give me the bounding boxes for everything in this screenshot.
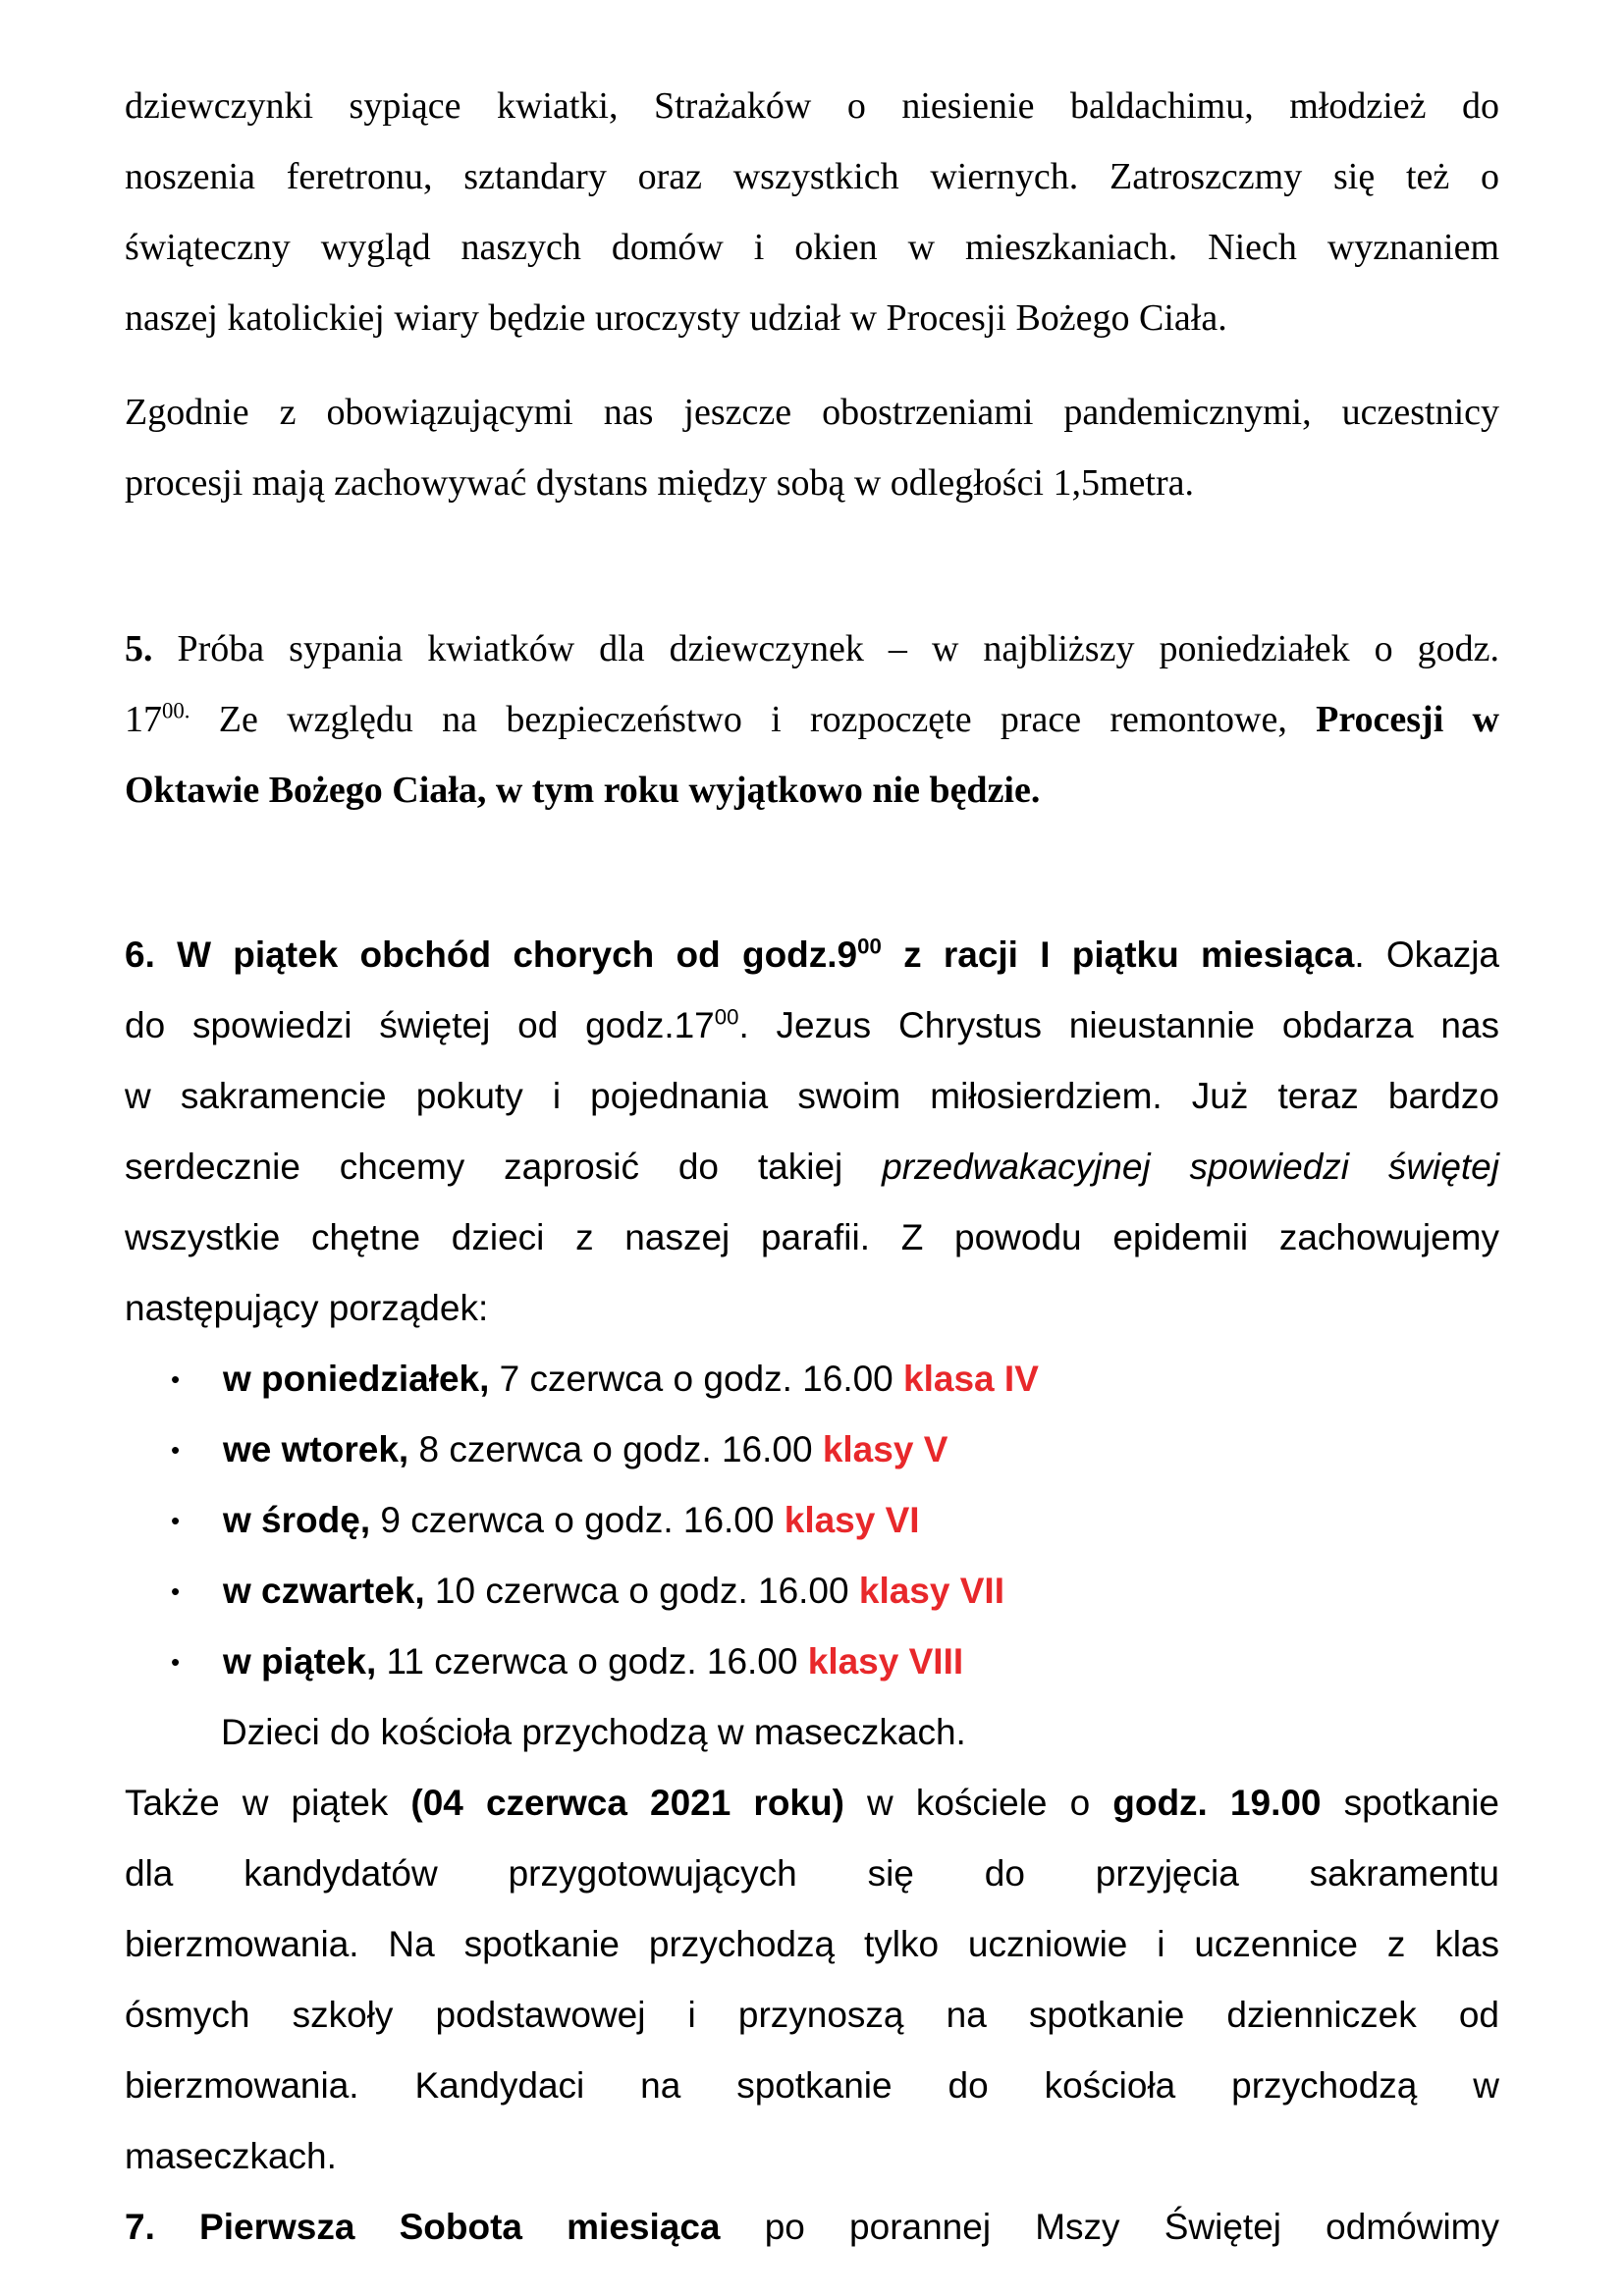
- schedule-day: w poniedziałek,: [223, 1359, 490, 1399]
- bold-text: z racji I piątku miesiąca: [881, 934, 1355, 975]
- text-line: [125, 2192, 1499, 2263]
- text-span: spotkanie: [1321, 1783, 1499, 1823]
- text-line: [125, 684, 1499, 755]
- bold-text: Procesji w: [1316, 699, 1499, 740]
- announcement-item-7: [125, 2192, 1499, 2263]
- text-span: Także w piątek: [125, 1783, 411, 1823]
- time-superscript: 00: [714, 1004, 739, 1030]
- text-line: dla kandydatów przygotowujących się do przyjęcia sakramentu: [125, 1853, 1499, 1894]
- schedule-class: klasy V: [822, 1429, 948, 1469]
- text-span: . Jezus Chrystus nieustannie obdarza nas: [738, 1005, 1499, 1045]
- text-span: Ze względu na bezpieczeństwo i rozpoczęte prace remontowe,: [189, 699, 1317, 740]
- list-item: [125, 1485, 1499, 1556]
- text-line: [125, 1132, 1499, 1202]
- schedule-class: klasy VIII: [807, 1641, 964, 1682]
- text-line: Zgodnie z obowiązującymi nas jeszcze obostrzeniami pandemicznymi, uczestnicy: [125, 392, 1499, 433]
- time-superscript: 00: [857, 934, 882, 959]
- text-line: ósmych szkoły podstawowej i przynoszą na spotkanie dzienniczek od: [125, 1995, 1499, 2035]
- text-span: Próba sypania kwiatków dla dziewczynek – w najbliższy poniedziałek o godz.: [152, 628, 1499, 669]
- text-span: serdecznie chcemy zaprosić do takiej: [125, 1147, 883, 1187]
- schedule-class: klasa IV: [903, 1359, 1039, 1399]
- list-item: [125, 1627, 1499, 1697]
- schedule-details: 10 czerwca o godz. 16.00: [424, 1571, 859, 1611]
- bold-text: 7. Pierwsza Sobota miesiąca: [125, 2207, 721, 2247]
- text-span: po porannej Mszy Świętej odmówimy: [720, 2207, 1500, 2247]
- bold-text-line: Oktawie Bożego Ciała, w tym roku wyjątkowo nie będzie.: [125, 770, 1041, 811]
- bullet-icon: •: [171, 1506, 181, 1535]
- list-item: [125, 1556, 1499, 1627]
- text-span: do spowiedzi świętej od godz.17: [125, 1005, 715, 1045]
- list-item: [125, 1344, 1499, 1415]
- schedule-class: klasy VII: [858, 1571, 1004, 1611]
- time-value: 17: [125, 699, 162, 740]
- text-line: maseczkach.: [125, 2136, 337, 2176]
- italic-text: przedwakacyjnej spowiedzi świętej: [882, 1147, 1499, 1187]
- schedule-details: 7 czerwca o godz. 16.00: [489, 1359, 904, 1399]
- schedule-details: 8 czerwca o godz. 16.00: [408, 1429, 823, 1469]
- schedule-day: w czwartek,: [223, 1571, 425, 1611]
- time-superscript: 00.: [162, 698, 190, 723]
- paragraph-pandemic-distance: [125, 377, 1499, 518]
- announcement-item-6: [125, 920, 1499, 1344]
- schedule-day: we wtorek,: [223, 1429, 409, 1469]
- bullet-icon: •: [171, 1435, 181, 1465]
- text-line: w sakramencie pokuty i pojednania swoim miłosierdziem. Już teraz bardzo: [125, 1076, 1499, 1116]
- text-span: . Okazja: [1354, 934, 1500, 975]
- text-line: [125, 920, 1499, 990]
- schedule-day: w środę,: [223, 1500, 371, 1540]
- text-line: bierzmowania. Na spotkanie przychodzą tylko uczniowie i uczennice z klas: [125, 1924, 1499, 1964]
- confession-schedule-list: [125, 1344, 1499, 1697]
- bullet-icon: •: [171, 1364, 181, 1394]
- text-line: bierzmowania. Kandydaci na spotkanie do kościoła przychodzą w: [125, 2065, 1499, 2106]
- schedule-class: klasy VI: [784, 1500, 920, 1540]
- text-line: [125, 990, 1499, 1061]
- paragraph-procession-invitation: [125, 71, 1499, 353]
- list-item: [125, 1415, 1499, 1485]
- bold-date: (04 czerwca 2021 roku): [410, 1783, 844, 1823]
- bold-text: 6. W piątek obchód chorych od godz.9: [125, 934, 858, 975]
- text-line: noszenia feretronu, sztandary oraz wszystkich wiernych. Zatroszczmy się też o: [125, 156, 1499, 197]
- schedule-details: 9 czerwca o godz. 16.00: [370, 1500, 785, 1540]
- text-line: procesji mają zachowywać dystans między sobą w odległości 1,5metra.: [125, 462, 1194, 504]
- bullet-icon: •: [171, 1576, 181, 1606]
- text-line: wszystkie chętne dzieci z naszej parafii. Z powodu epidemii zachowujemy: [125, 1217, 1499, 1257]
- masks-note: [221, 1697, 1497, 1768]
- text-line: naszej katolickiej wiary będzie uroczysty udział w Procesji Bożego Ciała.: [125, 297, 1227, 339]
- bold-time: godz. 19.00: [1112, 1783, 1322, 1823]
- text-line: następujący porządek:: [125, 1288, 489, 1328]
- item-number: 5.: [125, 628, 153, 669]
- text-line: Dzieci do kościoła przychodzą w maseczkach.: [221, 1712, 966, 1752]
- text-line: świąteczny wygląd naszych domów i okien w mieszkaniach. Niech wyznaniem: [125, 227, 1499, 268]
- text-span: w kościele o: [843, 1783, 1113, 1823]
- paragraph-confirmation-meeting: [125, 1768, 1499, 2192]
- text-line: dziewczynki sypiące kwiatki, Strażaków o niesienie baldachimu, młodzież do: [125, 85, 1499, 127]
- announcement-item-5: [125, 614, 1499, 826]
- bullet-icon: •: [171, 1647, 181, 1677]
- text-line: [125, 1768, 1499, 1839]
- schedule-day: w piątek,: [223, 1641, 377, 1682]
- text-line: [125, 614, 1499, 684]
- schedule-details: 11 czerwca o godz. 16.00: [376, 1641, 808, 1682]
